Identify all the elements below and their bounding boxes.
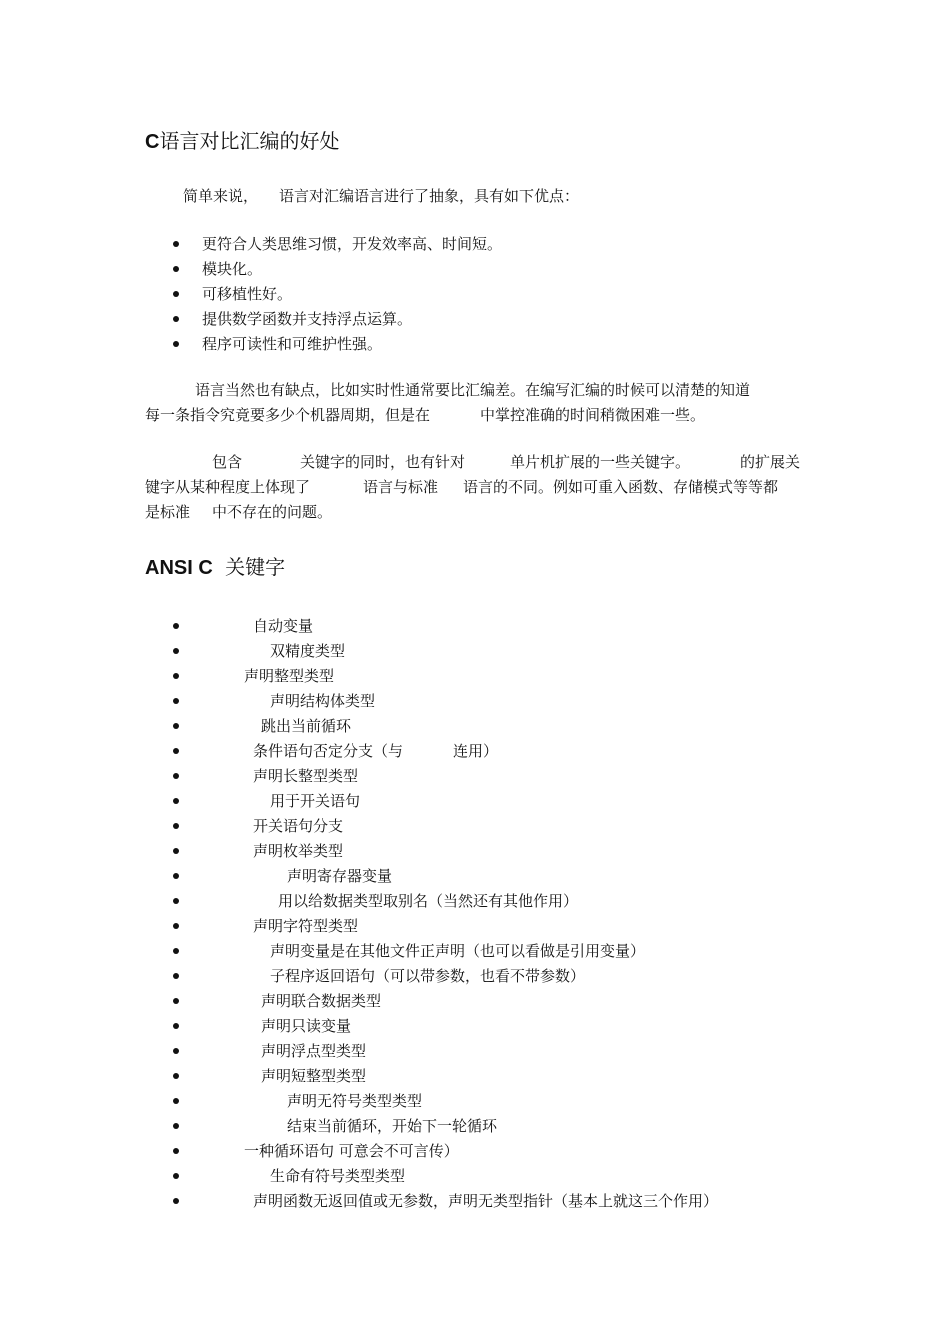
bullet-icon: [173, 748, 179, 754]
bullet-icon: [173, 316, 179, 322]
bullet-icon: [173, 898, 179, 904]
keil-extension-paragraph: 包含 关键字的同时，也有针对 单片机扩展的一些关键字。 的扩展关 键字从某种程度上体现了 语言与标准 语言的不同。例如可重入函数、存储模式等等都 是标准 中不存在的问题。: [145, 453, 801, 521]
bullet-icon: [173, 948, 179, 954]
document-page: C语言对比汇编的好处 简单来说， 语言对汇编语言进行了抽象，具有如下优点： 更符合人类思维习惯，开发效率高、时间短。 模块化。 可移植性好。 提供数学函数并支持浮点运算。 程序可读性和可维护性强。 语言当然也有缺点，比如实时性通常要比汇编差。在编写汇编的时候可以清楚的知道 每一条指令究竟要多少个机器周期，但是在 中掌控准确的时间稍微困难一些。 包含 关键字的同时，也有针对 单片机扩展的一些关键字。 的扩展关 键字从某种程度上体现了 语言与标准 语言的不同。例如可重入函数、存储模式等等都 是标准 中不存在的问题。 ANSI C 关键字 自动变量 双精度类型 声明整型类型 声明结构体类型 跳出当前循环 条件语句否定分支（与 连用） 声明长整型类型 用于开关语句 开关语句分支 声明枚举类型 声明寄存器变量 用以给数据类型取别名（当然还有其他作用） 声明字符型类型 声明变量是在其他文件正声明（也可以看做是引用变量） 子程序返回语句（可以带参数，也看不带参数） 声明联合数据类型 声明只读变量 声明浮点型类型 声明短整型类型 声明无符号类型类型 结束当前循环，开始下一轮循环 一种循环语句 可意会不可言传） 生命有符号类型类型 声明函数无返回值或无参数，声明无类型指针（基本上就这三个作用）: [0, 0, 950, 1344]
disadvantage-paragraph: 语言当然也有缺点，比如实时性通常要比汇编差。在编写汇编的时候可以清楚的知道 每一条指令究竟要多少个机器周期，但是在 中掌控准确的时间稍微困难一些。: [145, 381, 751, 424]
bullet-icon: [173, 998, 179, 1004]
intro-text-b: 语言对汇编语言进行了抽象，具有如下优点：: [279, 187, 580, 205]
bullet-icon: [173, 1173, 179, 1179]
bullet-icon: [173, 848, 179, 854]
bullet-icon: [173, 923, 179, 929]
bullet-icon: [173, 341, 179, 347]
heading-latin: C: [145, 131, 160, 153]
section-heading-c-vs-asm: [145, 125, 339, 154]
bullet-icon: [173, 673, 179, 679]
bullet-icon: [173, 648, 179, 654]
bullet-icon: [173, 1098, 179, 1104]
bullet-icon: [173, 291, 179, 297]
bullet-icon: [173, 1073, 179, 1079]
heading-latin: ANSI C: [145, 557, 213, 579]
bullet-icon: [173, 266, 179, 272]
bullet-icon: [173, 698, 179, 704]
bullet-icon: [173, 623, 179, 629]
heading-cjk: 语言对比汇编的好处: [159, 129, 340, 153]
bullet-icon: [173, 1048, 179, 1054]
bullet-icon: [173, 1123, 179, 1129]
intro-text-a: 简单来说，: [183, 187, 259, 205]
bullet-icon: [173, 798, 179, 804]
bullet-icon: [173, 773, 179, 779]
bullet-icon: [173, 723, 179, 729]
bullet-icon: [173, 973, 179, 979]
heading-cjk: 关键字: [225, 555, 286, 579]
bullet-icon: [173, 823, 179, 829]
bullet-icon: [173, 1198, 179, 1204]
section-heading-ansi-c-keywords: [145, 551, 285, 580]
bullet-icon: [173, 1148, 179, 1154]
bullet-icon: [173, 873, 179, 879]
bullet-icon: [173, 241, 179, 247]
bullet-icon: [173, 1023, 179, 1029]
